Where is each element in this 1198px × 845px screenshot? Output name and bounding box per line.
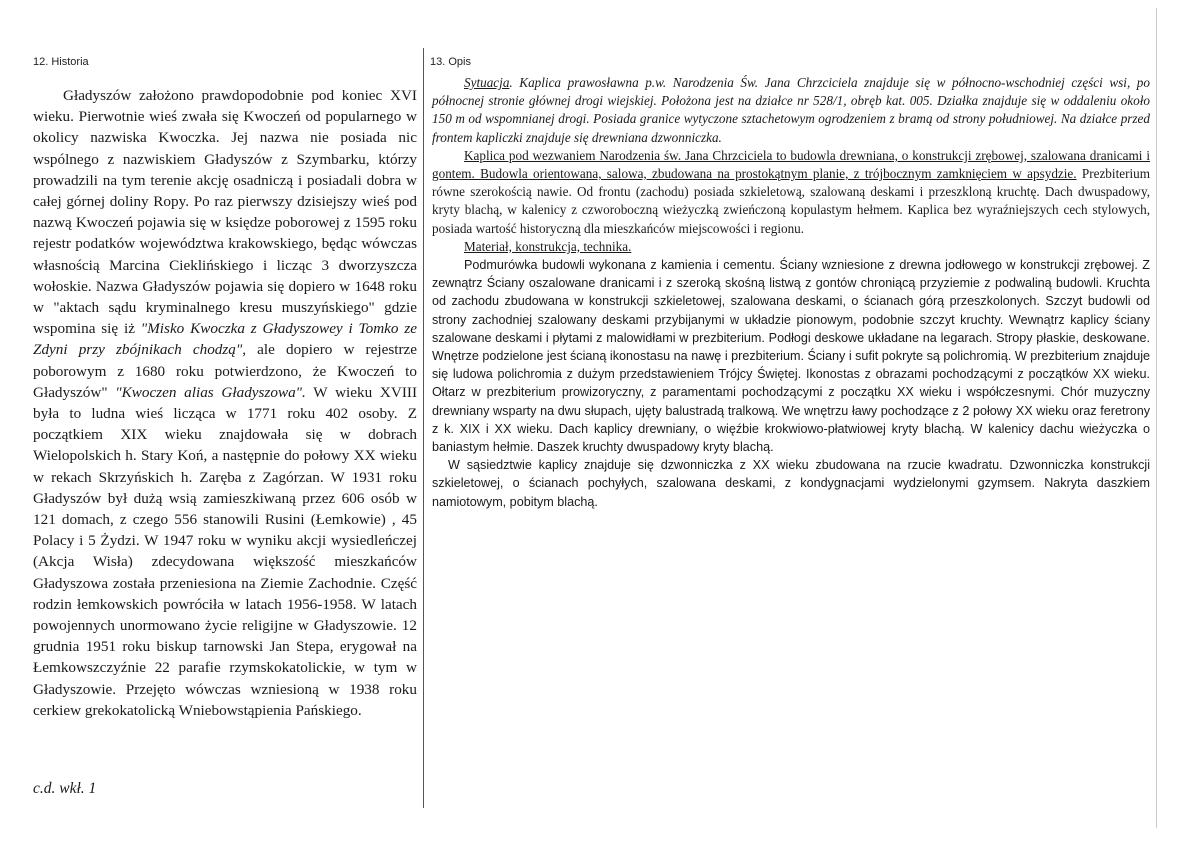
page-edge-line: [1156, 8, 1157, 828]
situation-paragraph: [432, 74, 1150, 147]
chapel-text: Prezbiterium równe szerokością nawie. Od frontu (zachodu) posiada szkieletową, szalowaną deskami i przeszkloną kruchtę. Dach dwuspadowy, kryty blachą, w kalenicy z czworoboczną wieżyczką zwieńczoną kopulastym hełmem. Kaplica bez wyraźniejszych cech stylowych, posiada wartość historyczną dla mieszkańców miejscowości i regionu.: [432, 166, 1150, 236]
history-text-b: ale dopiero w rejestrze poborowym z 1680 roku potwierdzono, że Kwoczeń to Gładyszów": [33, 341, 417, 401]
history-quote: "Misko Kwoczka z Gładyszowey i Tomko ze Zdyni przy zbójnikach chodzą",: [33, 320, 417, 359]
section-label-history: 12. Historia: [33, 56, 89, 68]
situation-text: . Kaplica prawosławna p.w. Narodzenia Św. Jana Chrzciciela znajduje się w północno-wschodniej części wsi, po północnej stronie głównej drogi wiejskiej. Położona jest na działce nr 528/1, obręb kat. 005. Działka znajduje się w oddaleniu około 150 m od wspomnianej drogi. Posiada granice wytyczone sztachetowym ogrodzeniem z bramą od strony południowej. Na działce przed frontem kapliczki znajduje się drewniana dzwonniczka.: [432, 75, 1150, 145]
history-text-c: W wieku XVIII była to ludna wieś licząca w 1771 roku 402 osoby. Z początkiem XIX wieku znajdowała się w dobrach Wielopolskich h. Stary Koń, a następnie do połowy XX wieku w rekach Skrzyńskich h. Zaręba z Zagórzan. W 1931 roku Gładyszów był dużą wsią zamieszkiwaną przez 606 osób w 121 domach, z czego 556 stanowili Rusini (Łemkowie) , 45 Polacy i 5 Żydzi. W 1947 roku w wyniku akcji wysiedleńczej (Akcja Wisła) zdecydowana większość mieszkańców Gładyszowa została przeniesiona na Ziemie Zachodnie. Część rodzin łemkowskich powróciła w latach 1956-1958. W latach powojennych unormowano życie religijne w Gładyszowie. 12 grudnia 1951 roku biskup tarnowski Jan Stepa, erygował na Łemkowszczyźnie 22 parafie rzymskokatolickie, w tym w Gładyszowie. Przejęto wówczas wzniesioną w 1938 roku cerkiew grekokatolicką Wniebowstąpienia Pańskiego.: [33, 383, 418, 719]
history-text-a: Gładyszów założono prawdopodobnie pod koniec XVI wieku. Pierwotnie wieś zwała się Kwoczeń od popularnego w okolicy nazwiska Kwoczka. Jej nazwa nie posiada nic wspólnego z nazwiskiem Gładyszów z Szymbarku, którzy prowadzili na tym terenie akcję osadniczą i posiadali dobra w całej górnej doliny Ropy. Po raz pierwszy dzisiejszy wieś pod nazwą Kwoczeń pojawia się w księdze poborowej z 1595 roku rejestr podatków województwa krakowskiego, będąc wówczas własnością Marcina Cieklińskiego i licząc 3 dworzyszcza wołoskie. Nazwa Gładyszów pojawia się dopiero w 1648 roku w "aktach sądu kryminalnego kresu muszyńskiego" gdzie wspomina się iż: [33, 87, 417, 338]
history-paragraph: [33, 85, 417, 721]
continuation-note: c.d. wkł. 1: [33, 780, 97, 797]
material-paragraph: Podmurówka budowli wykonana z kamienia i cementu. Ściany wzniesione z drewna jodłowego w konstrukcji zrębowej. Z zewnątrz Ściany oszalowane dranicami i z szeroką skośną listwą z gontów chroniącą przyziemie z podwaliną budowli. Kruchta od zachodu zbudowana w konstrukcji szkieletowej, szalowana deskami, o ścianach górą przeszkolonych. Szczyt budowli od strony zachodniej szalowany deskami przybijanymi w układzie pionowym, podobnie szczyt kruchty. Wewnątrz kaplicy ściany szalowane deskami i płytami z malowidłami w prezbiterium. Podłogi deskowe układane na legarach. Stropy płaskie, deskowane. Wnętrze podzielone jest ścianą ikonostasu na nawę i prezbiterium. Ściany i sufit pokryte są polichromią. W prezbiterium znajduje się ludowa polichromia z dużym przedstawieniem Trójcy Świętej. Ikonostas z obrazami pochodzącymi z początków XX wieku. Ołtarz w prezbiterium prowizoryczny, z paramentami pochodzącymi z początku XX wieku i współczesnymi. Chór muzyczny drewniany wsparty na dwu słupach, ujęty balustradą tralkową. We wnętrzu ławy pochodzące z 2 połowy XX wieku oraz feretrony z k. XIX i XX wieku. Dach kaplicy drewniany, o więźbie krokwiowo-płatwiowej kryty blachą. W kalenicy dachu wieżyczka o baniastym hełmie. Daszek kruchty dwuspadowy kryty blachą.: [432, 258, 1150, 455]
situation-heading: Sytuacja: [464, 75, 510, 90]
history-column: [33, 85, 417, 721]
chapel-paragraph: [432, 147, 1150, 238]
history-alias: "Kwoczen alias Gładyszowa".: [115, 383, 306, 401]
section-label-description: 13. Opis: [430, 56, 471, 68]
material-heading-text: Materiał, konstrukcja, technika: [464, 238, 629, 254]
material-block: [432, 256, 1150, 511]
column-divider: [423, 48, 424, 808]
belfry-paragraph: W sąsiedztwie kaplicy znajduje się dzwonniczka z XX wieku zbudowana na rzucie kwadratu. Dzwonniczka konstrukcji szkieletowej, o ścianach pochyłych, szalowana deskami, z kondygnacjami wydzielonymi gzymsem. Nakryta daszkiem namiotowym, pobitym blachą.: [432, 458, 1150, 509]
material-heading: Materiał, konstrukcja, technika.: [464, 238, 632, 254]
chapel-underlined-text: Kaplica pod wezwaniem Narodzenia św. Jana Chrzciciela to budowla drewniana, o konstrukcji zrębowej, szalowana dranicami i gontem. Budowla orientowana, salowa, zbudowana na prostokątnym planie, z trójbocznym zamknięciem w apsydzie.: [432, 147, 1150, 182]
description-column: [432, 74, 1150, 511]
